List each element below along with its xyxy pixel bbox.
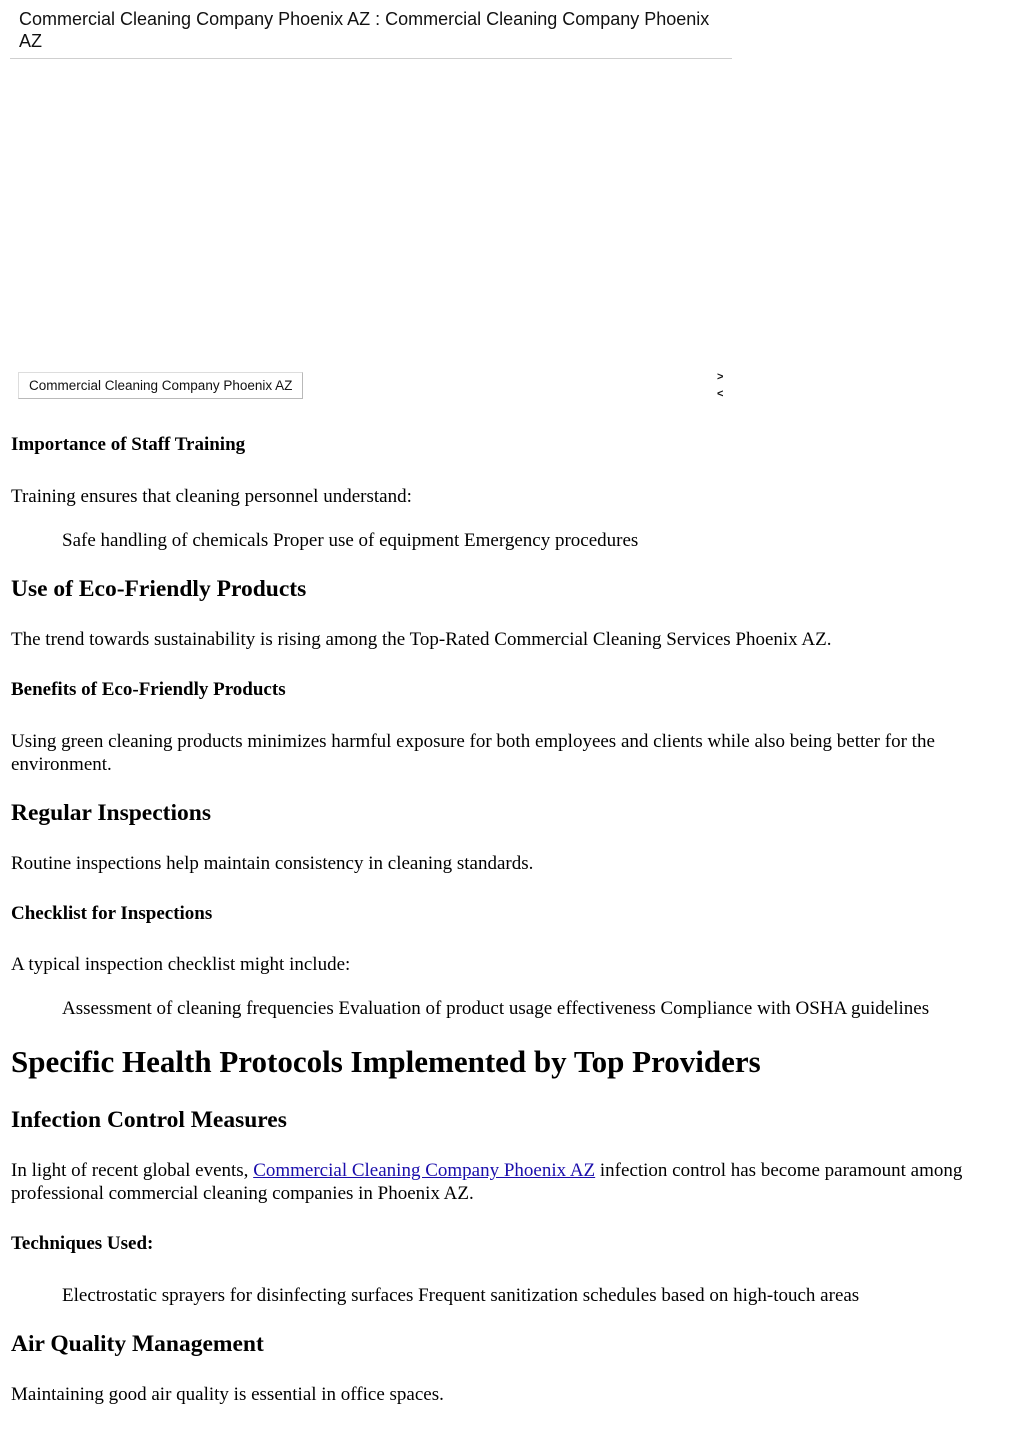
page-title: Commercial Cleaning Company Phoenix AZ : Commercial Cleaning Company Phoenix AZ — [19, 9, 710, 51]
heading-regular-inspections: Regular Inspections — [11, 800, 211, 826]
slide-thumbnail[interactable]: Commercial Cleaning Company Phoenix AZ — [18, 372, 303, 399]
list-techniques-used: Electrostatic sprayers for disinfecting surfaces Frequent sanitization schedules based on high-touch areas — [62, 1285, 860, 1306]
heading-eco-products: Use of Eco-Friendly Products — [11, 576, 307, 602]
paragraph-regular-inspections: Routine inspections help maintain consistency in cleaning standards. — [11, 853, 534, 874]
prev-slide-button[interactable]: < — [717, 388, 724, 400]
heading-air-quality: Air Quality Management — [11, 1331, 264, 1357]
list-staff-training: Safe handling of chemicals Proper use of equipment Emergency procedures — [62, 530, 639, 551]
heading-staff-training: Importance of Staff Training — [11, 434, 246, 455]
list-inspection-checklist: Assessment of cleaning frequencies Evaluation of product usage effectiveness Compliance with OSHA guidelines — [62, 998, 930, 1019]
heading-eco-benefits: Benefits of Eco-Friendly Products — [11, 679, 286, 700]
paragraph-air-quality: Maintaining good air quality is essential in office spaces. — [11, 1384, 444, 1405]
company-link[interactable]: Commercial Cleaning Company Phoenix AZ — [253, 1160, 596, 1181]
heading-techniques-used: Techniques Used: — [11, 1233, 154, 1254]
paragraph-infection-control — [11, 1159, 1021, 1205]
heading-inspection-checklist: Checklist for Inspections — [11, 903, 213, 924]
infection-text-before: In light of recent global events, — [11, 1160, 254, 1181]
paragraph-eco-benefits: Using green cleaning products minimizes harmful exposure for both employees and clients while also being better for the environment. — [11, 731, 935, 775]
heading-health-protocols: Specific Health Protocols Implemented by Top Providers — [11, 1044, 761, 1079]
paragraph-staff-training: Training ensures that cleaning personnel understand: — [11, 486, 412, 507]
infection-text-after: infection control has become paramount among professional commercial cleaning companies in Phoenix AZ. — [11, 1160, 963, 1204]
next-slide-button[interactable]: > — [717, 371, 724, 383]
paragraph-inspection-checklist: A typical inspection checklist might include: — [11, 954, 351, 975]
title-bar — [10, 0, 732, 59]
heading-infection-control: Infection Control Measures — [11, 1107, 287, 1133]
paragraph-eco-products: The trend towards sustainability is rising among the Top-Rated Commercial Cleaning Services Phoenix AZ. — [11, 629, 832, 650]
